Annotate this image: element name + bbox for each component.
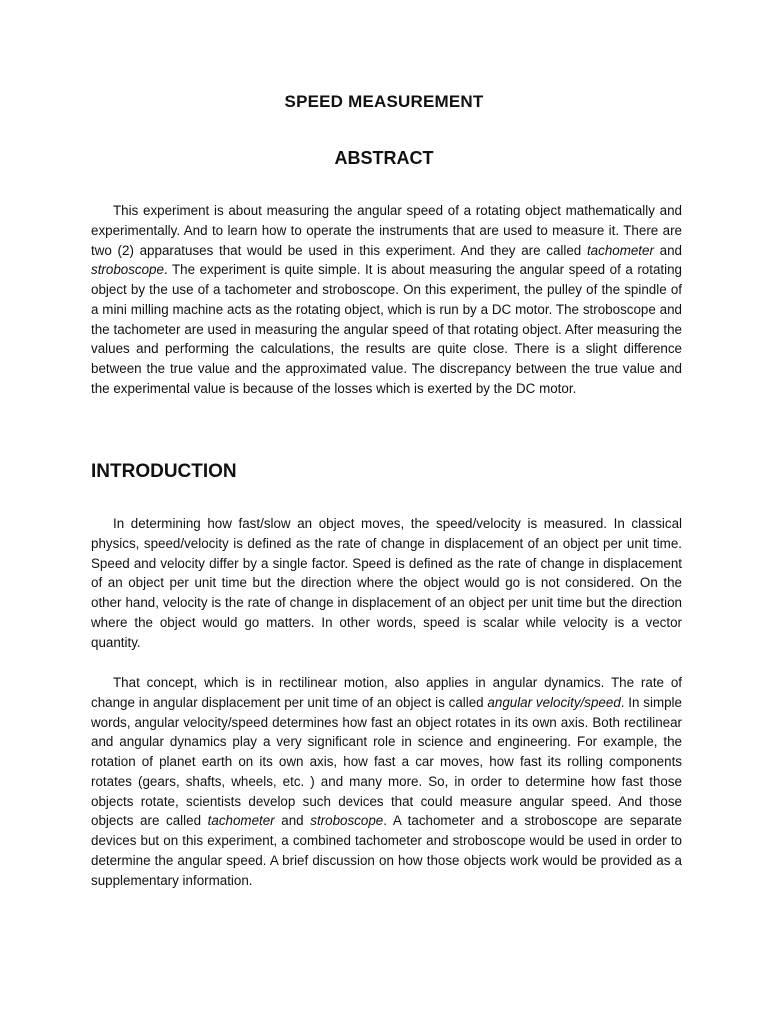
- introduction-heading: INTRODUCTION: [91, 461, 237, 482]
- document-title: SPEED MEASUREMENT: [284, 92, 484, 111]
- abstract-term-stroboscope: stroboscope: [91, 262, 164, 278]
- intro2-term-stroboscope: stroboscope: [310, 813, 384, 829]
- introduction-paragraph-1: In determining how fast/slow an object moves, the speed/velocity is measured. In classical physics, speed/velocity is defined as the rate of change in displacement of an object per unit time. Speed and velocity differ by a single factor. Speed is defined as the rate of change in displacement of an object per unit time but the direction where the object would go is not considered. On the other hand, velocity is the rate of change in displacement of an object per unit time but the direction where the object would go matters. In other words, speed is scalar while velocity is a vector quantity.: [91, 516, 682, 650]
- intro2-text-3: and: [274, 813, 311, 829]
- intro2-text-2: . In simple words, angular velocity/speed determines how fast an object rotates in its own axis. Both rectilinear and angular dynamics play a very significant role in science and engineering. For example, the rotation of planet earth on its own axis, how fast a car moves, how fast its rolling components rotates (gears, shafts, wheels, etc. ) and many more. So, in order to determine how fast those objects rotate, scientists develop such devices that could measure angular speed. And those objects are called: [91, 694, 682, 829]
- introduction-paragraph-2: [91, 673, 682, 890]
- intro2-term-angular-velocity: angular velocity/speed: [487, 694, 621, 710]
- abstract-text-1: This experiment is about measuring the angular speed of a rotating object mathematically and experimentally. And to learn how to operate the instruments that are used to measure it. There are two (2) apparatuses that would be used in this experiment. And they are called: [91, 203, 682, 258]
- intro2-text-4: . A tachometer and a stroboscope are separate devices but on this experiment, a combined tachometer and stroboscope would be used in order to determine the angular speed. A brief discussion on how those objects work would be provided as a supplementary information.: [91, 813, 682, 888]
- intro2-text-1: That concept, which is in rectilinear motion, also applies in angular dynamics. The rate of change in angular displacement per unit time of an object is called: [91, 675, 682, 710]
- abstract-heading: ABSTRACT: [334, 148, 434, 168]
- intro2-term-tachometer: tachometer: [207, 813, 275, 829]
- abstract-term-tachometer: tachometer: [586, 242, 654, 258]
- abstract-text-2: and: [653, 242, 682, 258]
- abstract-text-3: . The experiment is quite simple. It is about measuring the angular speed of a rotating object by the use of a tachometer and stroboscope. On this experiment, the pulley of the spindle of a mini milling machine acts as the rotating object, which is run by a DC motor. The stroboscope and the tachometer are used in measuring the angular speed of that rotating object. After measuring the values and performing the calculations, the results are quite close. There is a slight difference between the true value and the approximated value. The discrepancy between the true value and the experimental value is because of the losses which is exerted by the DC motor.: [91, 262, 682, 396]
- abstract-paragraph: [91, 201, 682, 399]
